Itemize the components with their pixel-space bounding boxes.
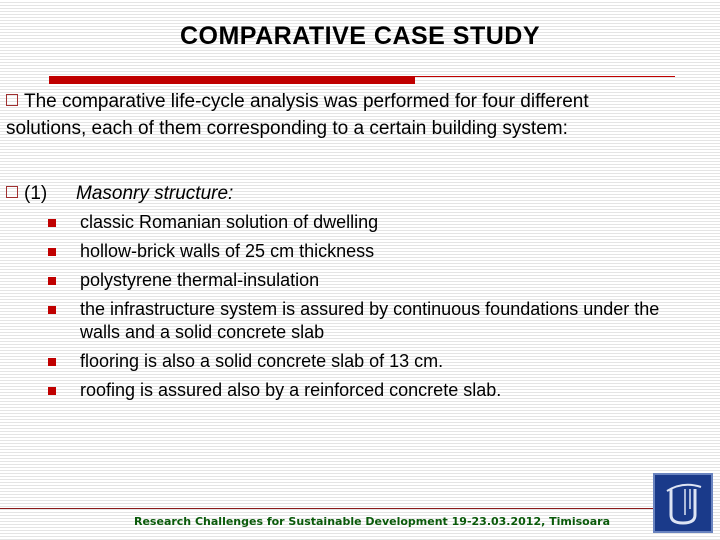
list-item-continuation: walls and a solid concrete slab bbox=[80, 322, 325, 342]
list-item: the infrastructure system is assured by continuous foundations under the bbox=[80, 299, 660, 319]
intro-line-1: The comparative life-cycle analysis was performed for four different bbox=[24, 91, 589, 112]
intro-paragraph bbox=[6, 88, 589, 142]
hollow-square-bullet-icon bbox=[6, 94, 18, 106]
title-accent-line bbox=[415, 76, 675, 77]
list-item: flooring is also a solid concrete slab of 13 cm. bbox=[80, 351, 444, 371]
list-item: hollow-brick walls of 25 cm thickness bbox=[80, 241, 375, 261]
bullet-icon bbox=[48, 248, 56, 256]
hollow-square-bullet-icon bbox=[6, 186, 18, 198]
slide-title: COMPARATIVE CASE STUDY bbox=[179, 22, 541, 50]
bullet-icon bbox=[48, 306, 56, 314]
list-item: classic Romanian solution of dwelling bbox=[80, 212, 379, 232]
list-item: roofing is assured also by a reinforced concrete slab. bbox=[80, 380, 502, 400]
section-heading bbox=[6, 180, 234, 207]
bullet-icon bbox=[48, 219, 56, 227]
list-item: polystyrene thermal-insulation bbox=[80, 270, 320, 290]
title-accent-bar bbox=[49, 76, 415, 84]
intro-line-2: solutions, each of them corresponding to a certain building system: bbox=[6, 118, 568, 139]
section-title: Masonry structure: bbox=[76, 183, 234, 204]
bullet-icon bbox=[48, 358, 56, 366]
bullet-icon bbox=[48, 387, 56, 395]
footer-divider bbox=[0, 508, 655, 509]
bullet-icon bbox=[48, 277, 56, 285]
section-number: (1) bbox=[24, 183, 48, 204]
university-logo-icon bbox=[653, 473, 713, 533]
footer-text: Research Challenges for Sustainable Development 19-23.03.2012, Timisoara bbox=[134, 515, 610, 528]
